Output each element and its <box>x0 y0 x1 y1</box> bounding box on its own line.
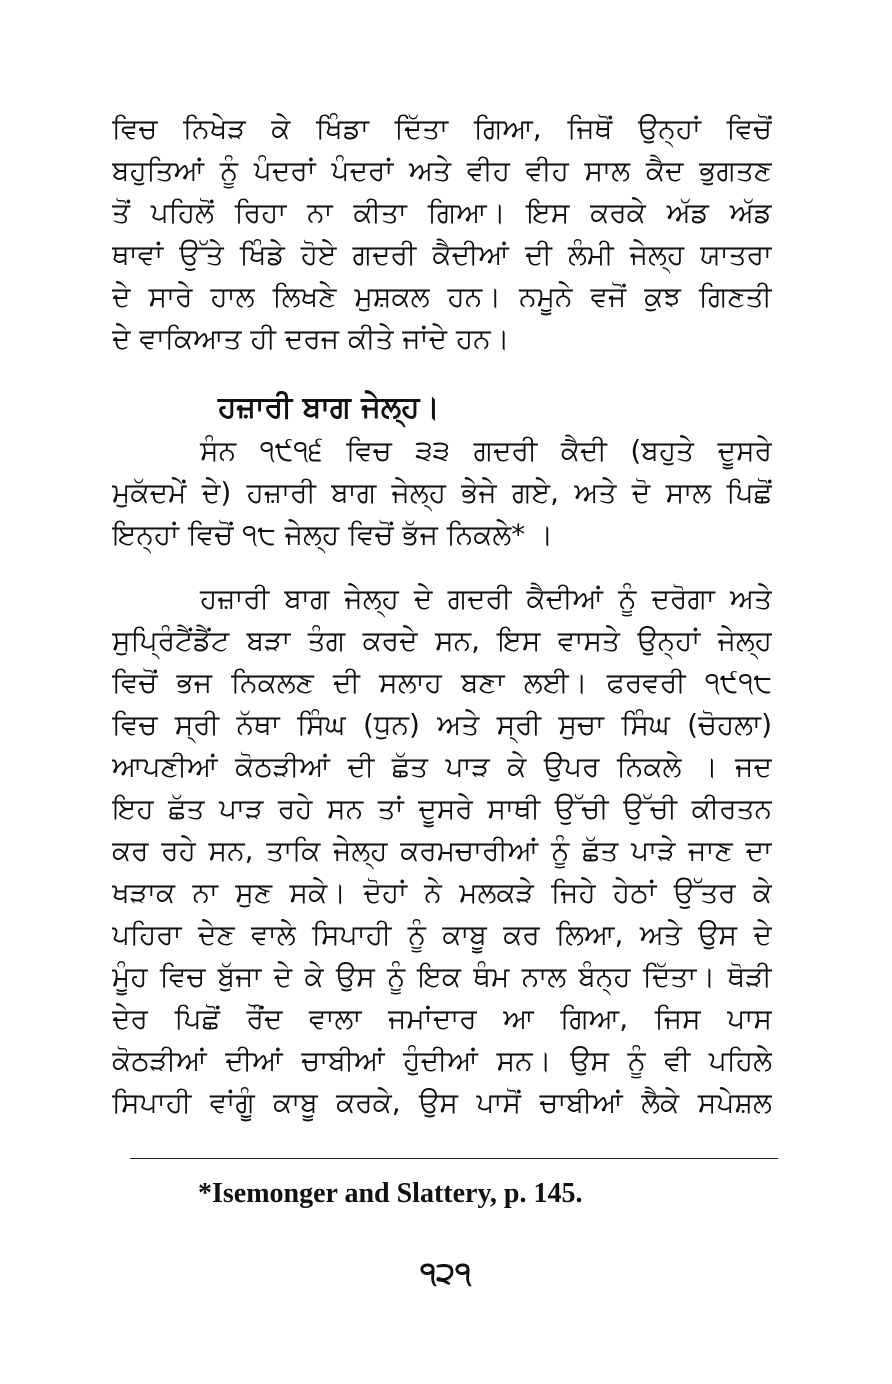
section-heading: ਹਜ਼ਾਰੀ ਬਾਗ ਜੇਲ੍ਹ। <box>218 390 440 425</box>
text-line: ਮੁਕੱਦਮੇਂ ਦੇ) ਹਜ਼ਾਰੀ ਬਾਗ ਜੇਲ੍ਹ ਭੇਜੇ ਗਏ, ਅਤੇ ਦੋ ਸਾਲ ਪਿਛੋਂ <box>112 476 772 509</box>
text-line: ਬਹੁਤਿਆਂ ਨੂੰ ਪੰਦਰਾਂ ਪੰਦਰਾਂ ਅਤੇ ਵੀਹ ਵੀਹ ਸਾਲ ਕੈਦ ਭੁਗਤਣ <box>112 154 772 187</box>
text-line: ਹਜ਼ਾਰੀ ਬਾਗ ਜੇਲ੍ਹ ਦੇ ਗਦਰੀ ਕੈਦੀਆਂ ਨੂੰ ਦਰੋਗਾ ਅਤੇ <box>200 582 772 615</box>
text-line: ਵਿਚ ਸ੍ਰੀ ਨੱਥਾ ਸਿੰਘ (ਧੁਨ) ਅਤੇ ਸ੍ਰੀ ਸੁਚਾ ਸਿੰਘ (ਚੋਹਲਾ) <box>112 708 772 741</box>
text-line: ਸੁਪ੍ਰਿੰਟੈਂਡੈਂਟ ਬੜਾ ਤੰਗ ਕਰਦੇ ਸਨ, ਇਸ ਵਾਸਤੇ ਉਨ੍ਹਾਂ ਜੇਲ੍ਹ <box>112 624 772 657</box>
text-line: ਸਿਪਾਹੀ ਵਾਂਗੂੰ ਕਾਬੂ ਕਰਕੇ, ਉਸ ਪਾਸੋਂ ਚਾਬੀਆਂ ਲੈਕੇ ਸਪੇਸ਼ਲ <box>112 1086 772 1119</box>
text-line: ਆਪਣੀਆਂ ਕੋਠੜੀਆਂ ਦੀ ਛੱਤ ਪਾੜ ਕੇ ਉਪਰ ਨਿਕਲੇ । ਜਦ <box>112 750 772 783</box>
text-line: ਇਨ੍ਹਾਂ ਵਿਚੋਂ ੧੮ ਜੇਲ੍ਹ ਵਿਚੋਂ ਭੱਜ ਨਿਕਲੇ* । <box>112 518 554 551</box>
text-line: ਖੜਾਕ ਨਾ ਸੁਣ ਸਕੇ। ਦੋਹਾਂ ਨੇ ਮਲਕੜੇ ਜਿਹੇ ਹੇਠਾਂ ਉੱਤਰ ਕੇ <box>112 876 772 909</box>
text-line: ਤੋਂ ਪਹਿਲੋਂ ਰਿਹਾ ਨਾ ਕੀਤਾ ਗਿਆ। ਇਸ ਕਰਕੇ ਅੱਡ ਅੱਡ <box>112 196 772 229</box>
text-line: ਦੇ ਵਾਕਿਆਤ ਹੀ ਦਰਜ ਕੀਤੇ ਜਾਂਦੇ ਹਨ। <box>112 322 510 355</box>
text-line: ਵਿਚੋਂ ਭਜ ਨਿਕਲਣ ਦੀ ਸਲਾਹ ਬਣਾ ਲਈ। ਫਰਵਰੀ ੧੯੧੮ <box>112 666 772 699</box>
text-line: ਇਹ ਛੱਤ ਪਾੜ ਰਹੇ ਸਨ ਤਾਂ ਦੂਸਰੇ ਸਾਥੀ ਉੱਚੀ ਉੱਚੀ ਕੀਰਤਨ <box>112 792 772 825</box>
text-line: ਕੋਠੜੀਆਂ ਦੀਆਂ ਚਾਬੀਆਂ ਹੁੰਦੀਆਂ ਸਨ। ਉਸ ਨੂੰ ਵੀ ਪਹਿਲੇ <box>112 1044 772 1077</box>
text-line: ਦੇਰ ਪਿਛੋਂ ਰੌਂਦ ਵਾਲਾ ਜਮਾਂਦਾਰ ਆ ਗਿਆ, ਜਿਸ ਪਾਸ <box>112 1002 772 1035</box>
text-line: ਵਿਚ ਨਿਖੇੜ ਕੇ ਖਿੰਡਾ ਦਿੱਤਾ ਗਿਆ, ਜਿਥੋਂ ਉਨ੍ਹਾਂ ਵਿਚੋਂ <box>112 112 772 145</box>
text-line: ਦੇ ਸਾਰੇ ਹਾਲ ਲਿਖਣੇ ਮੁਸ਼ਕਲ ਹਨ। ਨਮੂਨੇ ਵਜੋਂ ਕੁਝ ਗਿਣਤੀ <box>112 280 772 313</box>
footnote: *Isemonger and Slattery, p. 145. <box>198 1178 583 1209</box>
paragraph-3 <box>112 578 772 1124</box>
paragraph-2 <box>112 430 772 556</box>
footnote-divider <box>130 1158 778 1159</box>
text-line: ਮੂੰਹ ਵਿਚ ਬੁੱਜਾ ਦੇ ਕੇ ਉਸ ਨੂੰ ਇਕ ਥੰਮ ਨਾਲ ਬੰਨ੍ਹ ਦਿੱਤਾ। ਥੋੜੀ <box>112 960 772 993</box>
text-line: ਸੰਨ ੧੯੧੬ ਵਿਚ ੩੩ ਗਦਰੀ ਕੈਦੀ (ਬਹੁਤੇ ਦੂਸਰੇ <box>200 434 772 467</box>
page-number: ੧੨੧ <box>420 1256 472 1291</box>
text-line: ਥਾਵਾਂ ਉੱਤੇ ਖਿੰਡੇ ਹੋਏ ਗਦਰੀ ਕੈਦੀਆਂ ਦੀ ਲੰਮੀ ਜੇਲ੍ਹ ਯਾਤਰਾ <box>112 238 772 271</box>
paragraph-1 <box>112 108 772 360</box>
text-line: ਕਰ ਰਹੇ ਸਨ, ਤਾਕਿ ਜੇਲ੍ਹ ਕਰਮਚਾਰੀਆਂ ਨੂੰ ਛੱਤ ਪਾੜੇ ਜਾਣ ਦਾ <box>112 834 772 867</box>
text-line: ਪਹਿਰਾ ਦੇਣ ਵਾਲੇ ਸਿਪਾਹੀ ਨੂੰ ਕਾਬੂ ਕਰ ਲਿਆ, ਅਤੇ ਉਸ ਦੇ <box>112 918 772 951</box>
